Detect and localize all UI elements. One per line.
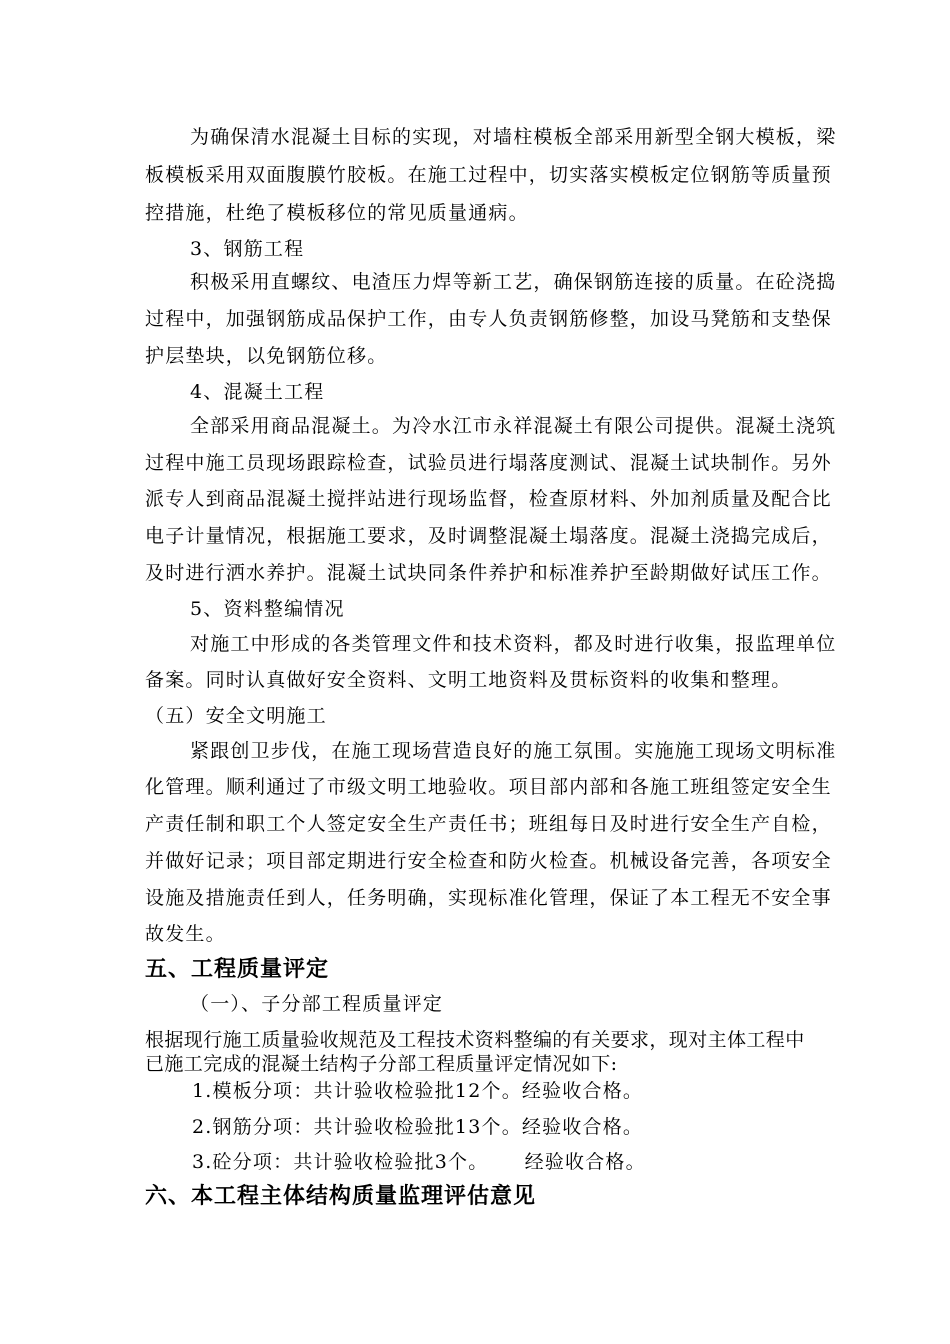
paragraph-concrete-line-3: 派专人到商品混凝土搅拌站进行现场监督，检查原材料、外加剂质量及配合比 — [145, 488, 832, 510]
paragraph-evaluation-line-2: 已施工完成的混凝土结构子分部工程质量评定情况如下: — [145, 1053, 618, 1075]
paragraph-rebar-line-1: 积极采用直螺纹、电渣压力焊等新工艺，确保钢筋连接的质量。在砼浇捣 — [190, 271, 837, 293]
paragraph-formwork-line-1: 为确保清水混凝土目标的实现，对墙柱模板全部采用新型全钢大模板，梁 — [190, 126, 837, 148]
paragraph-concrete-line-4: 电子计量情况，根据施工要求，及时调整混凝土塌落度。混凝土浇捣完成后， — [145, 525, 832, 547]
paragraph-safety-line-2: 化管理。顺利通过了市级文明工地验收。项目部内部和各施工班组签定安全生 — [145, 776, 832, 798]
section-5-title: 5、资料整编情况 — [190, 598, 345, 620]
paragraph-records-line-1: 对施工中形成的各类管理文件和技术资料，都及时进行收集，报监理单位 — [190, 633, 837, 655]
heading-quality-evaluation: 五、工程质量评定 — [145, 957, 330, 982]
section-five-safety-title: （五）安全文明施工 — [145, 705, 327, 727]
paragraph-concrete-line-2: 过程中施工员现场跟踪检查，试验员进行塌落度测试、混凝土试块制作。另外 — [145, 452, 832, 474]
list-item-formwork: 1.模板分项：共计验收检验批12个。经验收合格。 — [192, 1080, 644, 1102]
paragraph-evaluation-line-1: 根据现行施工质量验收规范及工程技术资料整编的有关要求，现对主体工程中 — [145, 1029, 805, 1051]
paragraph-records-line-2: 备案。同时认真做好安全资料、文明工地资料及贯标资料的收集和整理。 — [145, 669, 792, 691]
list-item-concrete: 3.砼分项：共计验收检验批3个。 经验收合格。 — [192, 1151, 646, 1173]
paragraph-rebar-line-3: 护层垫块，以免钢筋位移。 — [145, 345, 388, 367]
section-3-title: 3、钢筋工程 — [190, 238, 305, 260]
paragraph-concrete-line-1: 全部采用商品混凝土。为冷水江市永祥混凝土有限公司提供。混凝土浇筑 — [190, 415, 837, 437]
section-4-title: 4、混凝土工程 — [190, 381, 325, 403]
paragraph-safety-line-3: 产责任制和职工个人签定安全生产责任书；班组每日及时进行安全生产自检， — [145, 813, 832, 835]
paragraph-safety-line-1: 紧跟创卫步伐，在施工现场营造良好的施工氛围。实施施工现场文明标准 — [190, 740, 837, 762]
paragraph-concrete-line-5: 及时进行洒水养护。混凝土试块同条件养护和标准养护至龄期做好试压工作。 — [145, 562, 832, 584]
paragraph-formwork-line-3: 控措施，杜绝了模板移位的常见质量通病。 — [145, 202, 529, 224]
subheading-subdivision-evaluation: （一）、子分部工程质量评定 — [190, 993, 444, 1015]
list-item-rebar: 2.钢筋分项：共计验收检验批13个。经验收合格。 — [192, 1116, 644, 1138]
paragraph-formwork-line-2: 板模板采用双面腹膜竹胶板。在施工过程中，切实落实模板定位钢筋等质量预 — [145, 164, 832, 186]
paragraph-safety-line-5: 设施及措施责任到人，任务明确，实现标准化管理，保证了本工程无不安全事 — [145, 887, 832, 909]
heading-supervision-opinion: 六、本工程主体结构质量监理评估意见 — [145, 1184, 537, 1209]
paragraph-safety-line-6: 故发生。 — [145, 923, 226, 945]
paragraph-safety-line-4: 并做好记录；项目部定期进行安全检查和防火检查。机械设备完善，各项安全 — [145, 850, 832, 872]
paragraph-rebar-line-2: 过程中，加强钢筋成品保护工作，由专人负责钢筋修整，加设马凳筋和支垫保 — [145, 308, 832, 330]
